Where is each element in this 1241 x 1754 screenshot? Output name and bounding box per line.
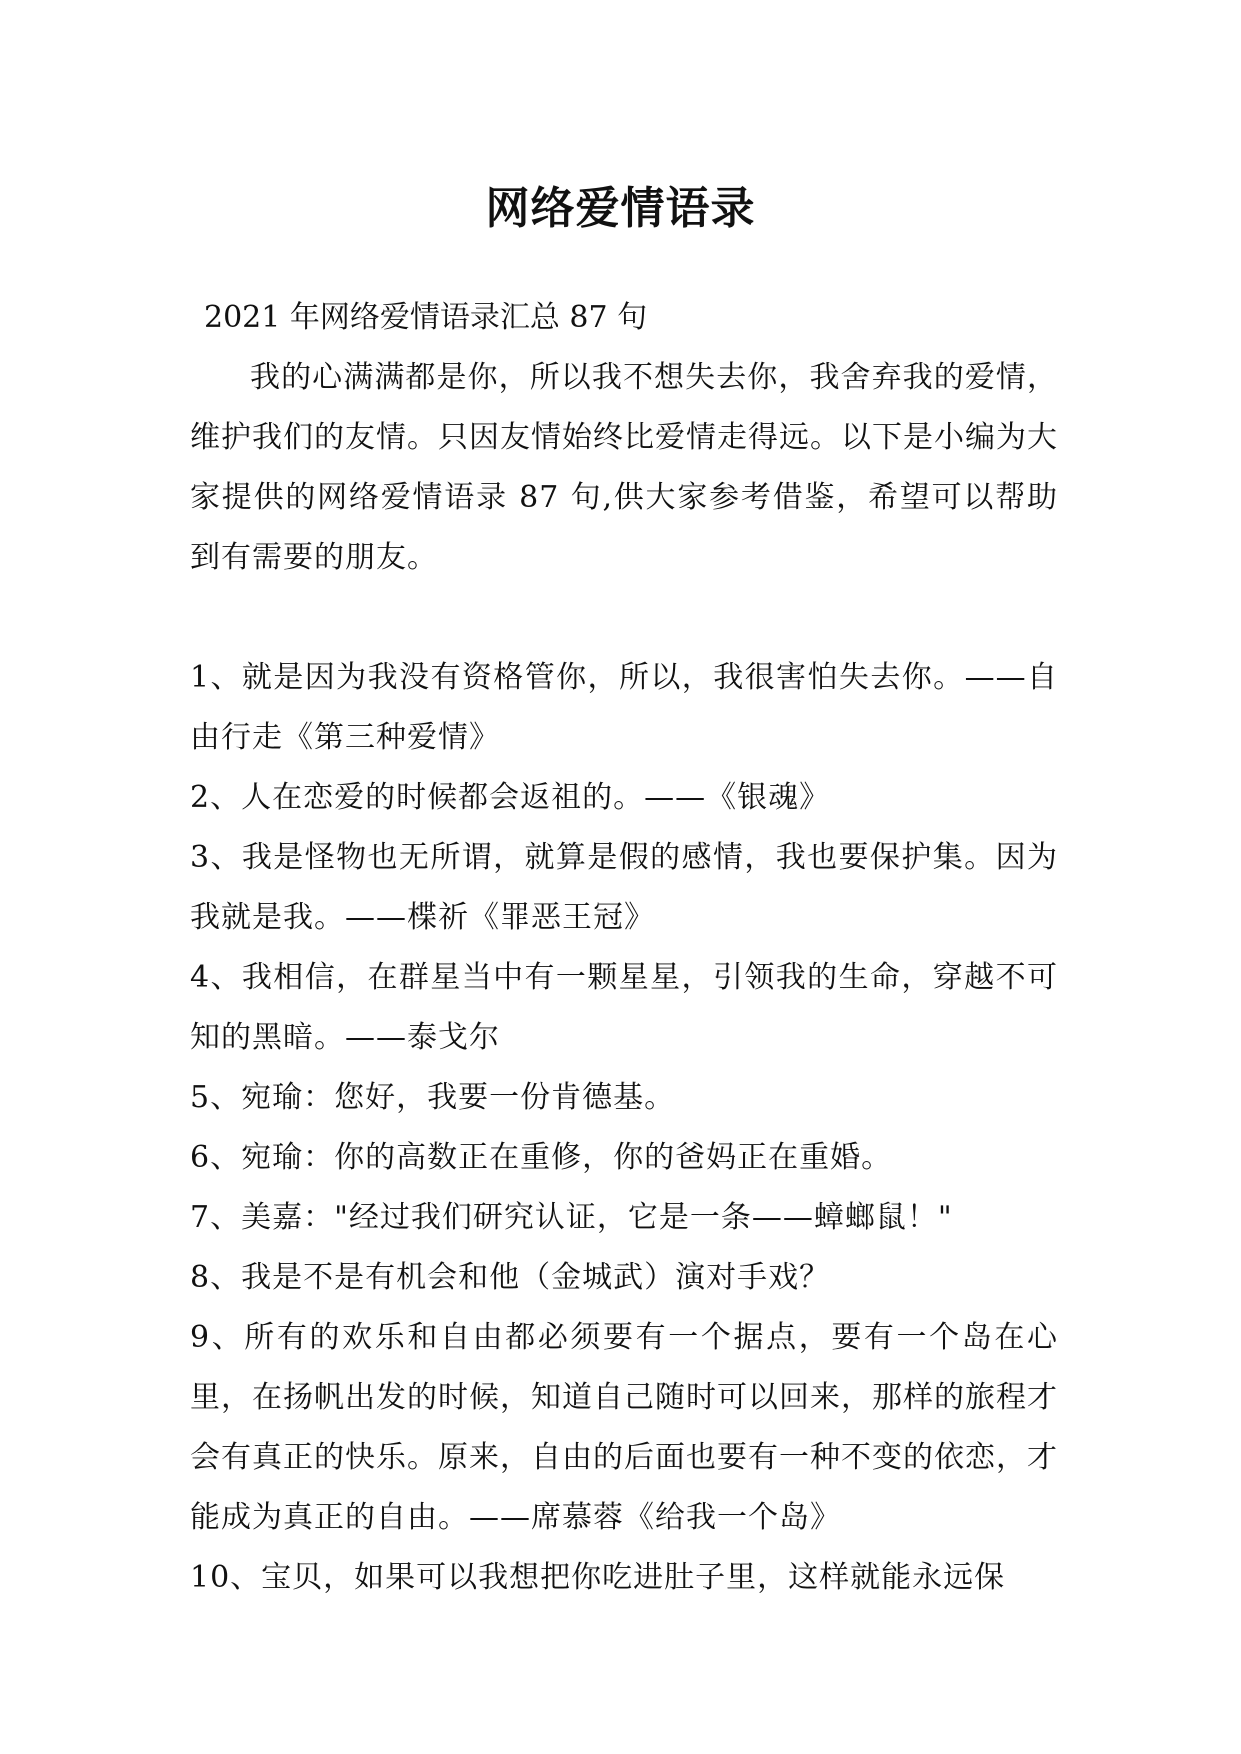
quote-item: 4、我相信，在群星当中有一颗星星，引领我的生命，穿越不可知的黑暗。——泰戈尔 [190, 960, 1058, 1055]
quote-item: 6、宛瑜：你的高数正在重修，你的爸妈正在重婚。 [190, 1140, 893, 1175]
quote-item: 8、我是不是有机会和他（金城武）演对手戏？ [190, 1260, 831, 1295]
quote-item: 5、宛瑜：您好，我要一份肯德基。 [190, 1080, 676, 1115]
document-body [190, 288, 1058, 1608]
quote-item: 7、美嘉："经过我们研究认证，它是一条——蟑螂鼠！" [190, 1200, 953, 1235]
quote-item: 3、我是怪物也无所谓，就算是假的感情，我也要保护集。因为我就是我。——楪祈《罪恶王冠》 [190, 840, 1058, 935]
paragraph-gap [190, 588, 1058, 648]
quote-item: 10、宝贝，如果可以我想把你吃进肚子里，这样就能永远保 [190, 1560, 1006, 1595]
quote-list [190, 648, 1058, 1608]
quote-item: 9、所有的欢乐和自由都必须要有一个据点，要有一个岛在心里，在扬帆出发的时候，知道自己随时可以回来，那样的旅程才会有真正的快乐。原来，自由的后面也要有一种不变的依恋，才能成为真正的自由。——席慕蓉《给我一个岛》 [190, 1320, 1058, 1535]
quote-item: 2、人在恋爱的时候都会返祖的。——《银魂》 [190, 780, 831, 815]
document-subtitle: 2021 年网络爱情语录汇总 87 句 [204, 300, 648, 335]
quote-item: 1、就是因为我没有资格管你，所以，我很害怕失去你。——自由行走《第三种爱情》 [190, 660, 1058, 755]
document-title: 网络爱情语录 [485, 183, 756, 235]
intro-paragraph: 我的心满满都是你，所以我不想失去你，我舍弃我的爱情，维护我们的友情。只因友情始终比爱情走得远。以下是小编为大家提供的网络爱情语录 87 句,供大家参考借鉴，希望可以帮助到有需要的朋友。 [190, 360, 1058, 575]
